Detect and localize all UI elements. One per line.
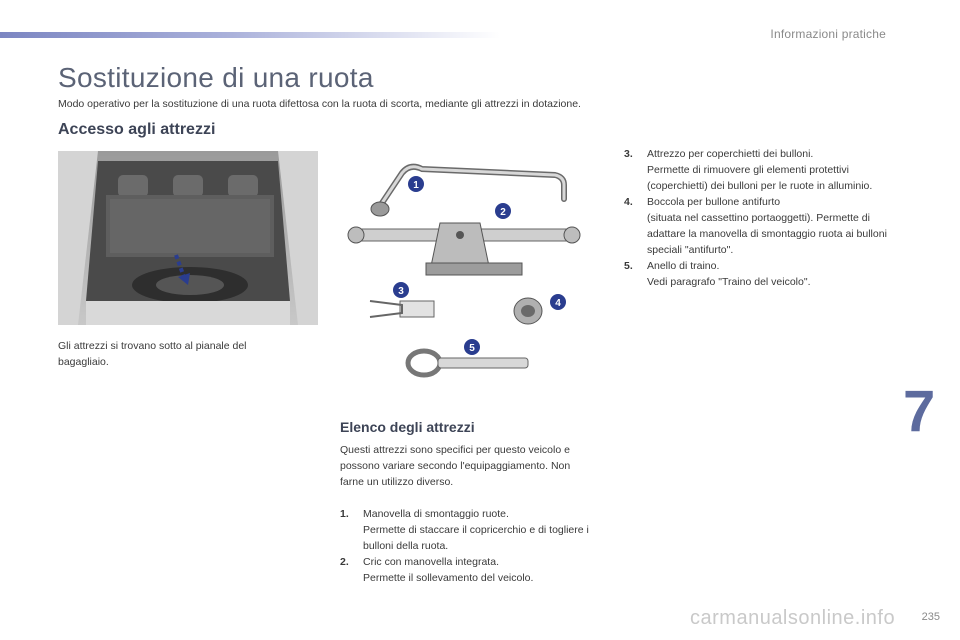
cap-tool-drawing — [370, 301, 434, 317]
tool-list-left — [340, 506, 595, 586]
chapter-number: 7 — [903, 379, 936, 444]
item-number: 3. — [624, 148, 633, 160]
wheel-brace-drawing — [371, 167, 564, 216]
page-title: Sostituzione di una ruota — [58, 62, 374, 93]
tools-figure — [340, 151, 590, 396]
section-label: Informazioni pratiche — [770, 27, 886, 41]
tools-illustration — [340, 151, 590, 396]
item-number: 2. — [340, 556, 349, 568]
item-title: Attrezzo per coperchietti dei bulloni. — [647, 148, 814, 160]
item-description: Permette il sollevamento del veicolo. — [363, 572, 534, 584]
svg-text:3: 3 — [398, 286, 404, 297]
svg-text:2: 2 — [500, 207, 506, 218]
item-number: 4. — [624, 196, 633, 208]
trunk-illustration — [58, 151, 318, 325]
item-description: (situata nel cassettino portaoggetti). Permette di adattare la manovella di smontaggio ruota ai bulloni speciali "antifurto". — [647, 212, 887, 256]
access-heading: Accesso agli attrezzi — [58, 121, 216, 138]
item-title: Boccola per bullone antifurto — [647, 196, 781, 208]
list-item — [624, 258, 894, 290]
list-item — [340, 554, 595, 586]
page-intro: Modo operativo per la sostituzione di una ruota difettosa con la ruota di scorta, mediante gli attrezzi in dotazione. — [58, 98, 581, 110]
watermark: carmanualsonline.info — [690, 607, 896, 629]
tools-intro: Questi attrezzi sono specifici per questo veicolo e possono variare secondo l'equipaggiamento. Non farne un utilizzo diverso. — [340, 444, 571, 488]
tool-list-right — [624, 146, 894, 290]
trunk-photo — [58, 151, 318, 325]
item-description: Permette di rimuovere gli elementi protettivi (coperchietti) dei bulloni per le ruote in alluminio. — [647, 164, 873, 192]
tools-heading: Elenco degli attrezzi — [340, 419, 475, 435]
item-title: Anello di traino. — [647, 260, 720, 272]
item-title: Manovella di smontaggio ruote. — [363, 508, 509, 520]
photo-caption: Gli attrezzi si trovano sotto al pianale del bagagliaio. — [58, 340, 247, 368]
svg-text:4: 4 — [555, 298, 561, 309]
item-description: Vedi paragrafo "Traino del veicolo". — [647, 276, 811, 288]
list-item — [340, 506, 595, 554]
svg-text:5: 5 — [469, 343, 475, 354]
list-item — [624, 146, 894, 194]
header-accent-bar — [0, 32, 500, 38]
item-number: 5. — [624, 260, 633, 272]
towing-eye-drawing — [408, 351, 528, 375]
list-item — [624, 194, 894, 258]
item-number: 1. — [340, 508, 349, 520]
svg-text:1: 1 — [413, 180, 419, 191]
item-title: Cric con manovella integrata. — [363, 556, 499, 568]
page-number: 235 — [921, 611, 940, 623]
jack-drawing — [348, 223, 580, 275]
socket-drawing — [514, 298, 542, 324]
item-description: Permette di staccare il copricerchio e di togliere i bulloni della ruota. — [363, 524, 589, 552]
